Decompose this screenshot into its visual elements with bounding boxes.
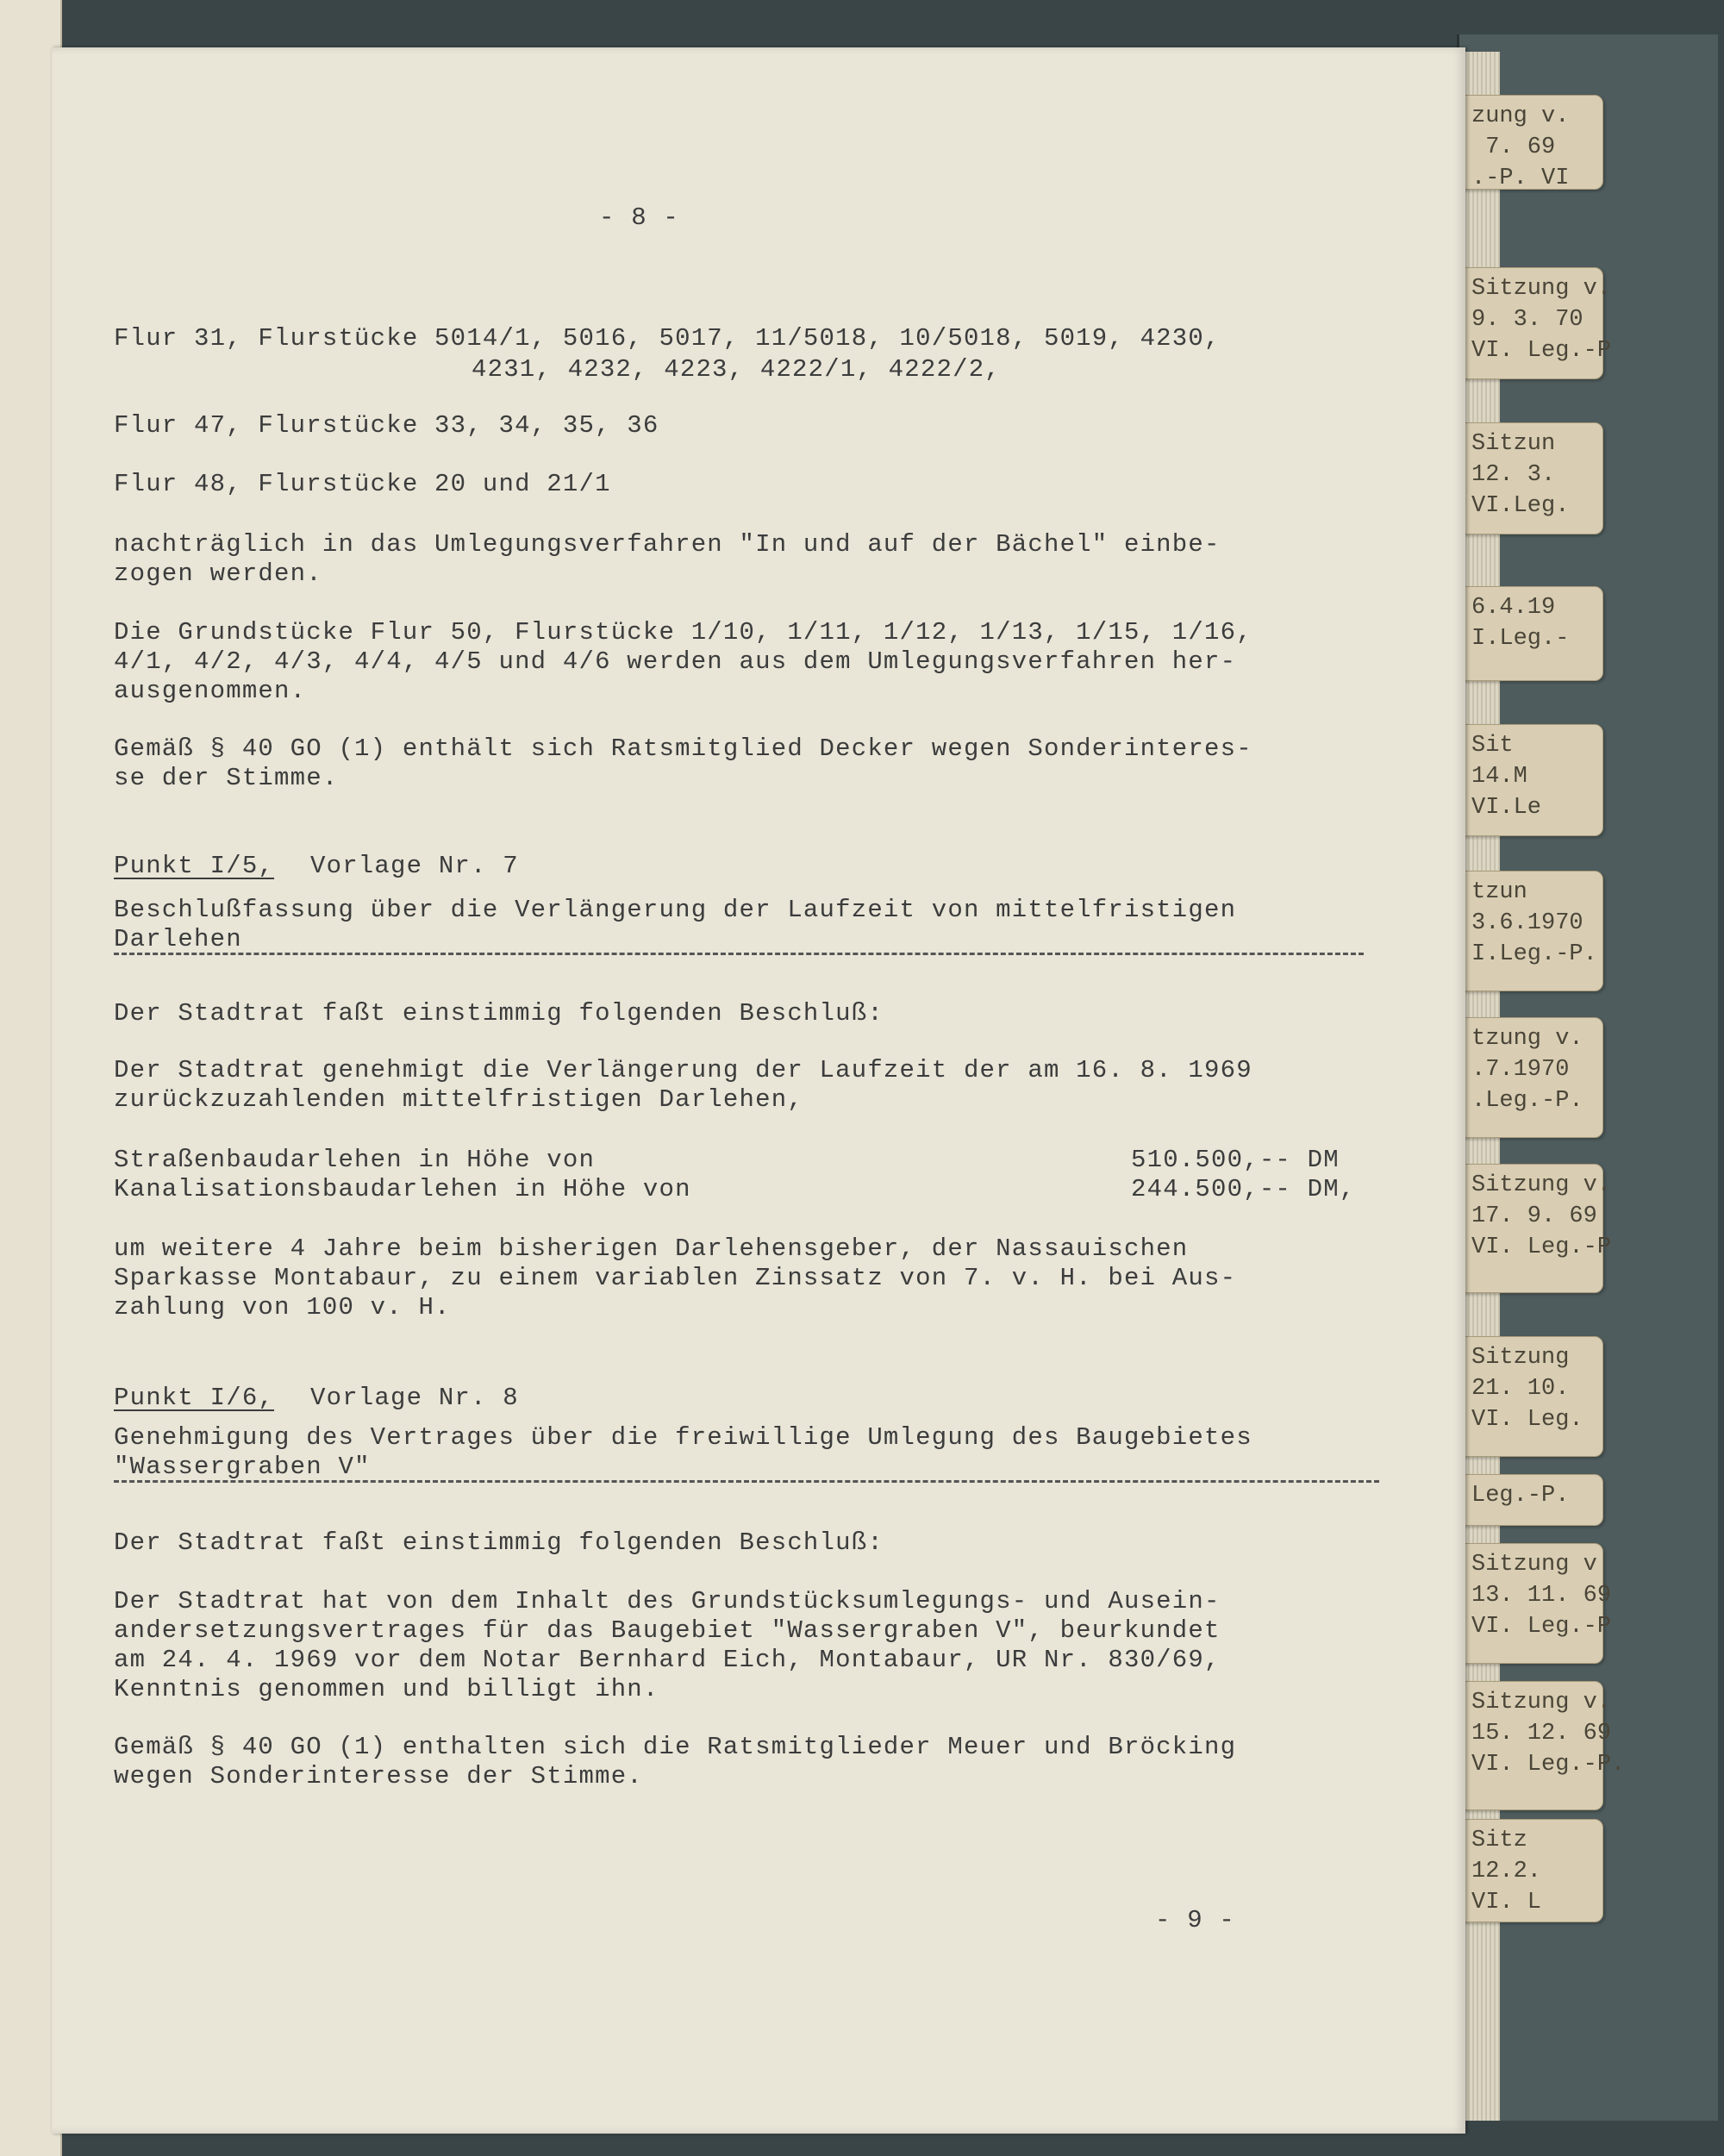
punkt-6-title-line-2: "Wassergraben V" — [114, 1453, 371, 1481]
loan-amount: 510.500,-- DM — [1131, 1146, 1340, 1174]
punkt-6-title-line-1: Genehmigung des Vertrages über die freiwillige Umlegung des Baugebietes — [114, 1423, 1252, 1452]
punkt-6-abstention-line-2: wegen Sonderinteresse der Stimme. — [114, 1762, 643, 1790]
punkt-5-terms-line-1: um weitere 4 Jahre beim bisherigen Darlehensgeber, der Nassauischen — [114, 1234, 1189, 1263]
punkt-5-terms-line-2: Sparkasse Montabaur, zu einem variablen Zinssatz von 7. v. H. bei Aus- — [114, 1264, 1237, 1292]
decker-note-line-2: se der Stimme. — [114, 764, 339, 792]
index-tab[interactable]: tzun 3.6.1970 I.Leg.-P. — [1448, 871, 1603, 991]
einbezogen-line-1: nachträglich in das Umlegungsverfahren "In und auf der Bächel" einbe- — [114, 530, 1221, 559]
punkt-6-resolution-line-1: Der Stadtrat hat von dem Inhalt des Grundstücksumlegungs- und Ausein- — [114, 1587, 1221, 1615]
flur-47: Flur 47, Flurstücke 33, 34, 35, 36 — [114, 411, 659, 440]
index-tab[interactable]: 6.4.19 I.Leg.- — [1448, 586, 1603, 681]
index-tab[interactable]: Sitz 12.2. VI. L — [1448, 1819, 1603, 1922]
loan-name: Straßenbaudarlehen in Höhe von — [114, 1146, 596, 1174]
decker-note-line-1: Gemäß § 40 GO (1) enthält sich Ratsmitglied Decker wegen Sonderinteres- — [114, 734, 1252, 763]
punkt-5-title-line-1: Beschlußfassung über die Verlängerung der Laufzeit von mittelfristigen — [114, 896, 1237, 924]
punkt-6-vorlage: Vorlage Nr. 8 — [310, 1384, 519, 1412]
index-tab[interactable]: Sitzung 21. 10. VI. Leg. — [1448, 1336, 1603, 1457]
index-tab[interactable]: Sitzun 12. 3. VI.Leg. — [1448, 422, 1603, 534]
punkt-6-title-rule — [114, 1480, 1379, 1483]
herausgenommen-line-2: 4/1, 4/2, 4/3, 4/4, 4/5 und 4/6 werden aus dem Umlegungsverfahren her- — [114, 647, 1237, 676]
flur-31-line-2: 4231, 4232, 4223, 4222/1, 4222/2, — [472, 355, 1001, 384]
punkt-5-title-line-2: Darlehen — [114, 925, 242, 953]
punkt-5-title-rule — [114, 953, 1364, 955]
punkt-5-vorlage: Vorlage Nr. 7 — [310, 852, 519, 880]
punkt-5-label: Punkt I/5, — [114, 852, 275, 880]
punkt-6-resolution-line-4: Kenntnis genommen und billigt ihn. — [114, 1675, 659, 1703]
index-tab[interactable]: Sitzung v. 15. 12. 69 VI. Leg.-P. — [1448, 1681, 1603, 1810]
index-tab[interactable]: tzung v. .7.1970 .Leg.-P. — [1448, 1017, 1603, 1138]
punkt-5-resolution-line-1: Der Stadtrat genehmigt die Verlängerung der Laufzeit der am 16. 8. 1969 — [114, 1056, 1252, 1084]
index-tab[interactable]: Sitzung v. 17. 9. 69 VI. Leg.-P — [1448, 1164, 1603, 1293]
punkt-6-resolution-line-3: am 24. 4. 1969 vor dem Notar Bernhard Eich, Montabaur, UR Nr. 830/69, — [114, 1646, 1221, 1674]
punkt-6-intro: Der Stadtrat faßt einstimmig folgenden Beschluß: — [114, 1528, 884, 1557]
index-tabs — [1448, 95, 1626, 1922]
punkt-5-terms-line-3: zahlung von 100 v. H. — [114, 1293, 451, 1322]
herausgenommen-line-3: ausgenommen. — [114, 677, 307, 705]
punkt-6-resolution-line-2: andersetzungsvertrages für das Baugebiet "Wassergraben V", beurkundet — [114, 1616, 1221, 1645]
index-tab[interactable]: zung v. 7. 69 .-P. VI — [1448, 95, 1603, 190]
index-tab[interactable]: Sit 14.M VI.Le — [1448, 724, 1603, 836]
page-number-footer: - 9 - — [1155, 1906, 1236, 1934]
punkt-6-label: Punkt I/6, — [114, 1384, 275, 1412]
page-number-header: - 8 - — [599, 203, 680, 232]
flur-31-line-1: Flur 31, Flurstücke 5014/1, 5016, 5017, 11/5018, 10/5018, 5019, 4230, — [114, 324, 1221, 353]
einbezogen-line-2: zogen werden. — [114, 559, 322, 588]
flur-48: Flur 48, Flurstücke 20 und 21/1 — [114, 470, 611, 498]
punkt-5-resolution-line-2: zurückzuzahlenden mittelfristigen Darlehen, — [114, 1085, 803, 1114]
punkt-5-intro: Der Stadtrat faßt einstimmig folgenden Beschluß: — [114, 999, 884, 1028]
loan-name: Kanalisationsbaudarlehen in Höhe von — [114, 1175, 691, 1203]
punkt-6-abstention-line-1: Gemäß § 40 GO (1) enthalten sich die Ratsmitglieder Meuer und Bröcking — [114, 1733, 1237, 1761]
index-tab[interactable]: Sitzung v 13. 11. 69 VI. Leg.-P — [1448, 1543, 1603, 1664]
herausgenommen-line-1: Die Grundstücke Flur 50, Flurstücke 1/10, 1/11, 1/12, 1/13, 1/15, 1/16, — [114, 618, 1252, 647]
loan-amount: 244.500,-- DM, — [1131, 1175, 1356, 1203]
index-tab[interactable]: Sitzung v. 9. 3. 70 VI. Leg.-P — [1448, 267, 1603, 379]
index-tab[interactable]: Leg.-P. — [1448, 1474, 1603, 1526]
